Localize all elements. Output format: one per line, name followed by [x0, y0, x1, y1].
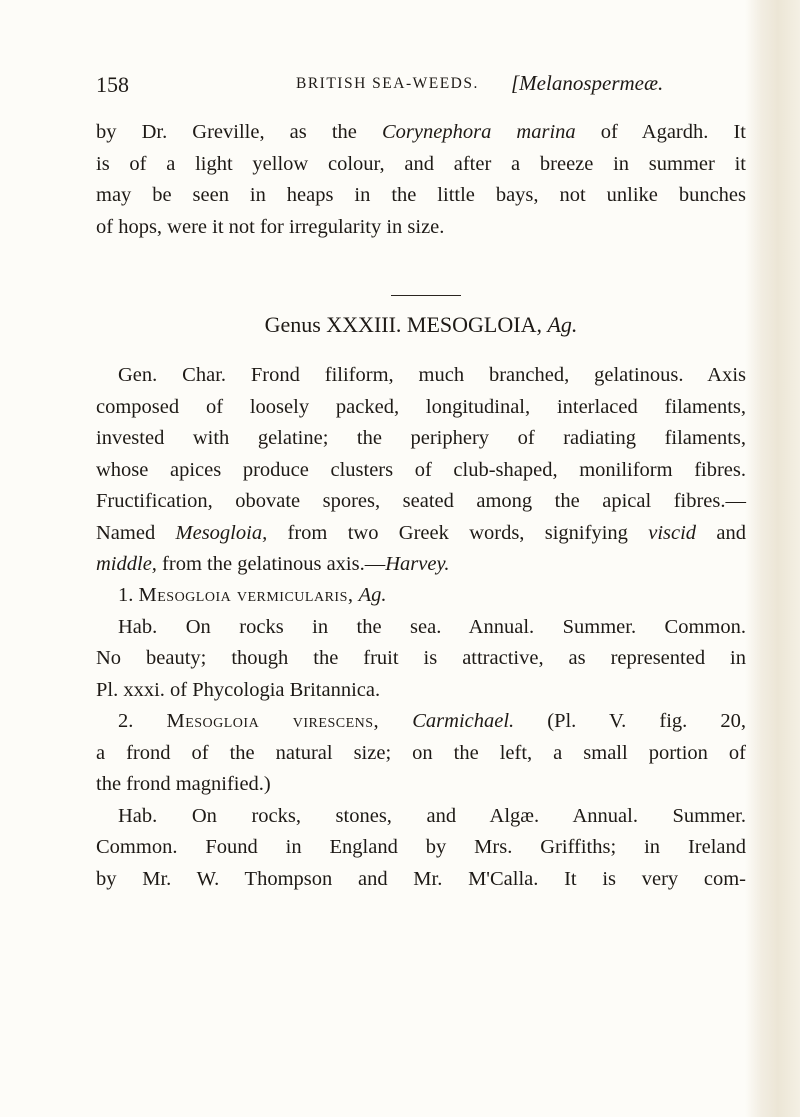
species-name-corynephora: Corynephora marina — [382, 121, 576, 143]
book-title: BRITISH SEA-WEEDS. — [296, 75, 479, 92]
genus-heading — [96, 312, 746, 338]
text-run: of Agardh. It — [575, 121, 746, 143]
word-middle: middle, — [96, 553, 157, 575]
gen-char-line-2: composed of loosely packed, longitudinal, interlaced filaments, — [96, 395, 746, 418]
word-viscid: viscid — [648, 521, 697, 544]
species-number: 2. — [118, 710, 167, 732]
intro-line-4: of hops, were it not for irregularity in size. — [96, 215, 445, 238]
intro-line-3: may be seen in heaps in the little bays, not unlike bunches — [96, 184, 746, 206]
gen-char-line-3: invested with gelatine; the periphery of radiating filaments, — [96, 427, 746, 449]
intro-paragraph — [96, 117, 746, 243]
text-run: from the gelatinous axis.— — [156, 553, 386, 575]
species-2-line-3: Hab. On rocks, stones, and Algæ. Annual. Summer. — [118, 804, 746, 827]
genus-heading-text: Genus XXXIII. MESOGLOIA, — [264, 312, 548, 337]
author-harvey: Harvey. — [385, 553, 450, 575]
plate-reference: (Pl. V. fig. 20, — [514, 710, 746, 732]
species-2-line-1: a frond of the natural size; on the left, a small portion of — [96, 741, 746, 764]
page-gutter-shadow — [745, 0, 800, 1117]
gen-char-line-5: Fructification, obovate spores, seated among the apical fibres.— — [96, 490, 746, 512]
genus-name-mesogloia: Mesogloia, — [175, 521, 268, 544]
intro-line-2: is of a light yellow colour, and after a breeze in summer it — [96, 152, 746, 175]
species-2-heading — [96, 706, 746, 738]
text-run: from two Greek words, signifying — [267, 521, 649, 544]
species-number: 1. — [118, 584, 139, 606]
generic-character-paragraph — [96, 360, 746, 581]
species-authority: Ag. — [358, 584, 387, 606]
gen-char-line-6 — [96, 518, 746, 550]
text-run: and — [696, 521, 746, 544]
species-1-entry — [96, 580, 746, 706]
section-divider — [391, 295, 461, 296]
species-1-line-1: Hab. On rocks in the sea. Annual. Summer. Common. — [118, 615, 746, 638]
gen-char-line-1: Gen. Char. Frond filiform, much branched, gelatinous. Axis — [118, 364, 746, 386]
species-2-line-4: Common. Found in England by Mrs. Griffiths; in Ireland — [96, 836, 746, 858]
species-1-heading — [96, 580, 746, 612]
page-number: 158 — [96, 72, 129, 97]
species-1-line-2: No beauty; though the fruit is attractive, as represented in — [96, 647, 746, 669]
species-name: Mesogloia virescens, — [166, 710, 380, 732]
species-1-line-3: Pl. xxxi. of Phycologia Britannica. — [96, 678, 381, 701]
genus-authority: Ag. — [547, 312, 578, 337]
intro-line-1 — [96, 117, 746, 149]
species-name: Mesogloia vermicularis, — [138, 584, 354, 606]
text-run: by Dr. Greville, as the — [96, 121, 382, 143]
section-label: [Melanospermeæ. — [511, 71, 664, 95]
running-head — [96, 72, 746, 102]
gen-char-line-7 — [96, 549, 746, 581]
gen-char-line-4: whose apices produce clusters of club-shaped, moniliform fibres. — [96, 458, 746, 481]
text-run: Named — [96, 521, 176, 544]
species-2-entry — [96, 706, 746, 895]
species-2-line-2: the frond magnified.) — [96, 773, 271, 795]
species-authority: Carmichael. — [412, 710, 515, 732]
species-2-line-5: by Mr. W. Thompson and Mr. M'Calla. It is very com- — [96, 867, 746, 890]
